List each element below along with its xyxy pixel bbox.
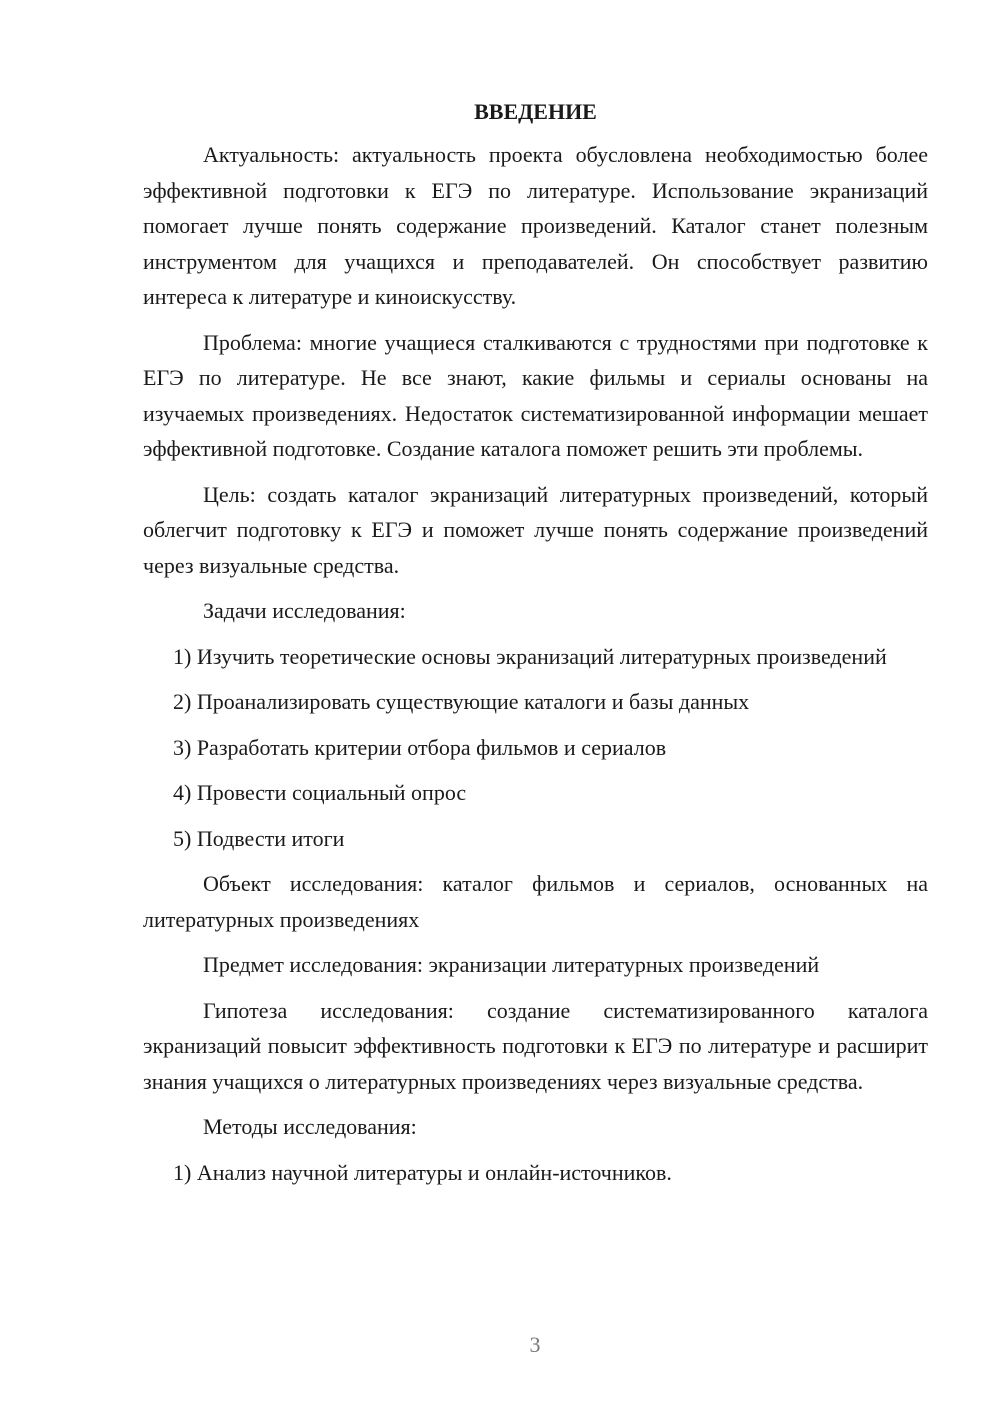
task-item-4: 4) Провести социальный опрос: [173, 780, 467, 805]
paragraph-hypothesis: Гипотеза исследования: создание систематизированного каталога экранизаций повысит эффективность подготовки к ЕГЭ по литературе и расширит знания учащихся о литературных произведениях через визуальные средства.: [143, 997, 928, 1094]
paragraph-subject: Предмет исследования: экранизации литературных произведений: [203, 952, 820, 977]
tasks-title: Задачи исследования:: [203, 598, 406, 623]
methods-title: Методы исследования:: [203, 1114, 417, 1139]
paragraph-relevance: Актуальность: актуальность проекта обусловлена необходимостью более эффективной подготовки к ЕГЭ по литературе. Использование экранизаций помогает лучше понять содержание произведений. Каталог станет полезным инструментом для учащихся и преподавателей. Он способствует развитию интереса к литературе и киноискусству.: [143, 142, 928, 309]
document-body: [143, 94, 928, 1200]
paragraph-problem: Проблема: многие учащиеся сталкиваются с трудностями при подготовке к ЕГЭ по литературе. Не все знают, какие фильмы и сериалы основаны на изучаемых произведениях. Недостаток систематизированной информации мешает эффективной подготовке. Создание каталога поможет решить эти проблемы.: [143, 329, 928, 461]
task-item-5: 5) Подвести итоги: [173, 825, 345, 851]
task-item-2: 2) Проанализировать существующие каталоги и базы данных: [173, 689, 750, 714]
page-title: ВВЕДЕНИЕ: [474, 99, 597, 124]
paragraph-object: Объект исследования: каталог фильмов и сериалов, основанных на литературных произведениях: [143, 871, 928, 932]
paragraph-goal: Цель: создать каталог экранизаций литературных произведений, который облегчит подготовку к ЕГЭ и поможет лучше понять содержание произведений через визуальные средства.: [143, 481, 928, 578]
task-item-1: 1) Изучить теоретические основы экранизаций литературных произведений: [173, 643, 887, 669]
method-item-1: 1) Анализ научной литературы и онлайн-источников.: [173, 1159, 672, 1185]
page-number: 3: [529, 1332, 541, 1357]
task-item-3: 3) Разработать критерии отбора фильмов и сериалов: [173, 734, 667, 760]
